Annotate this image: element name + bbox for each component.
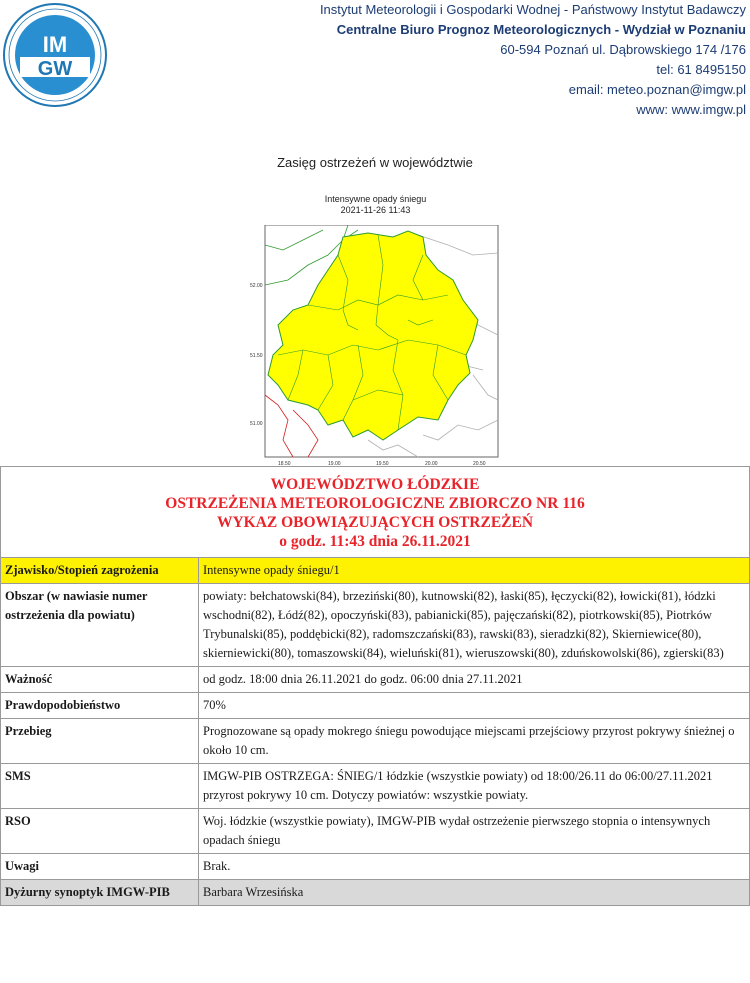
row-value: Barbara Wrzesińska <box>199 880 750 906</box>
lon-label: 20.00 <box>425 461 438 467</box>
map-caption-datetime: 2021-11-26 11:43 <box>340 205 411 215</box>
row-label: Obszar (w nawiasie numer ostrzeżenia dla powiatu) <box>1 584 199 667</box>
row-value: Brak. <box>199 854 750 880</box>
website[interactable]: www: www.imgw.pl <box>636 102 746 117</box>
table-row <box>1 764 750 809</box>
row-label: Zjawisko/Stopień zagrożenia <box>1 558 199 584</box>
voivodeship-title: WOJEWÓDZTWO ŁÓDZKIE <box>270 476 480 493</box>
lon-label: 19.00 <box>328 461 341 467</box>
svg-text:GW: GW <box>37 58 73 80</box>
email[interactable]: email: meteo.poznan@imgw.pl <box>568 82 746 97</box>
warning-map <box>248 192 503 467</box>
table-row <box>1 584 750 667</box>
row-value: od godz. 18:00 dnia 26.11.2021 do godz. 06:00 dnia 27.11.2021 <box>199 667 750 693</box>
lon-label: 19.50 <box>376 461 389 467</box>
table-row <box>1 854 750 880</box>
table-row <box>1 693 750 719</box>
row-value: Intensywne opady śniegu/1 <box>199 558 750 584</box>
row-label: SMS <box>1 764 199 809</box>
phone: tel: 61 8495150 <box>656 62 746 77</box>
address: 60-594 Poznań ul. Dąbrowskiego 174 /176 <box>500 42 746 57</box>
map-caption-phenomenon: Intensywne opady śniegu <box>324 194 427 204</box>
row-label: Przebieg <box>1 719 199 764</box>
lat-label: 51.50 <box>250 353 263 359</box>
table-row <box>1 558 750 584</box>
table-row <box>1 880 750 906</box>
warnings-list-title: WYKAZ OBOWIĄZUJĄCYCH OSTRZEŻEŃ <box>216 514 534 531</box>
row-value: 70% <box>199 693 750 719</box>
table-row <box>1 809 750 854</box>
row-label: Dyżurny synoptyk IMGW-PIB <box>1 880 199 906</box>
row-value: IMGW-PIB OSTRZEGA: ŚNIEG/1 łódzkie (wszystkie powiaty) od 18:00/26.11 do 06:00/27.11.2021 przyrost pokrywy 10 cm. Dotyczy powiatów: wszystkie powiaty. <box>199 764 750 809</box>
row-label: Ważność <box>1 667 199 693</box>
row-label: RSO <box>1 809 199 854</box>
row-value: Woj. łódzkie (wszystkie powiaty), IMGW-PIB wydał ostrzeżenie pierwszego stopnia o intensywnych opadach śniegu <box>199 809 750 854</box>
warnings-summary-title: OSTRZEŻENIA METEOROLOGICZNE ZBIORCZO NR 116 <box>165 495 585 512</box>
warning-header <box>1 467 750 558</box>
warning-table <box>0 466 750 906</box>
institute-info <box>320 0 746 120</box>
institute-name: Instytut Meteorologii i Gospodarki Wodnej - Państwowy Instytut Badawczy <box>319 2 746 17</box>
map-title: Zasięg ostrzeżeń w województwie <box>277 155 473 170</box>
row-value: powiaty: bełchatowski(84), brzeziński(80), kutnowski(82), łaski(85), łęczycki(82), łowicki(81), łódzki wschodni(82), Łódź(82), opoczyński(83), pabianicki(85), pajęczański(82), piotrkowski(85), Piotrków Trybunalski(85), poddębicki(82), radomszczański(83), rawski(83), sieradzki(82), Skierniewice(80), skierniewicki(80), tomaszowski(84), wieluński(81), wieruszowski(80), zduńskowolski(86), zgierski(83) <box>199 584 750 667</box>
lon-label: 20.50 <box>473 461 486 467</box>
imgw-logo <box>2 2 108 108</box>
svg-text:IM: IM <box>42 32 68 57</box>
office-name: Centralne Biuro Prognoz Meteorologicznych - Wydział w Poznaniu <box>336 22 746 37</box>
table-row <box>1 667 750 693</box>
lat-label: 52.00 <box>250 283 263 289</box>
lat-label: 51.00 <box>250 421 263 427</box>
row-label: Prawdopodobieństwo <box>1 693 199 719</box>
warnings-issue-time: o godz. 11:43 dnia 26.11.2021 <box>279 533 471 550</box>
row-value: Prognozowane są opady mokrego śniegu powodujące miejscami przejściowy przyrost pokrywy śnieżnej o około 10 cm. <box>199 719 750 764</box>
table-row <box>1 719 750 764</box>
row-label: Uwagi <box>1 854 199 880</box>
map-image <box>248 225 503 467</box>
lon-label: 18.50 <box>278 461 291 467</box>
